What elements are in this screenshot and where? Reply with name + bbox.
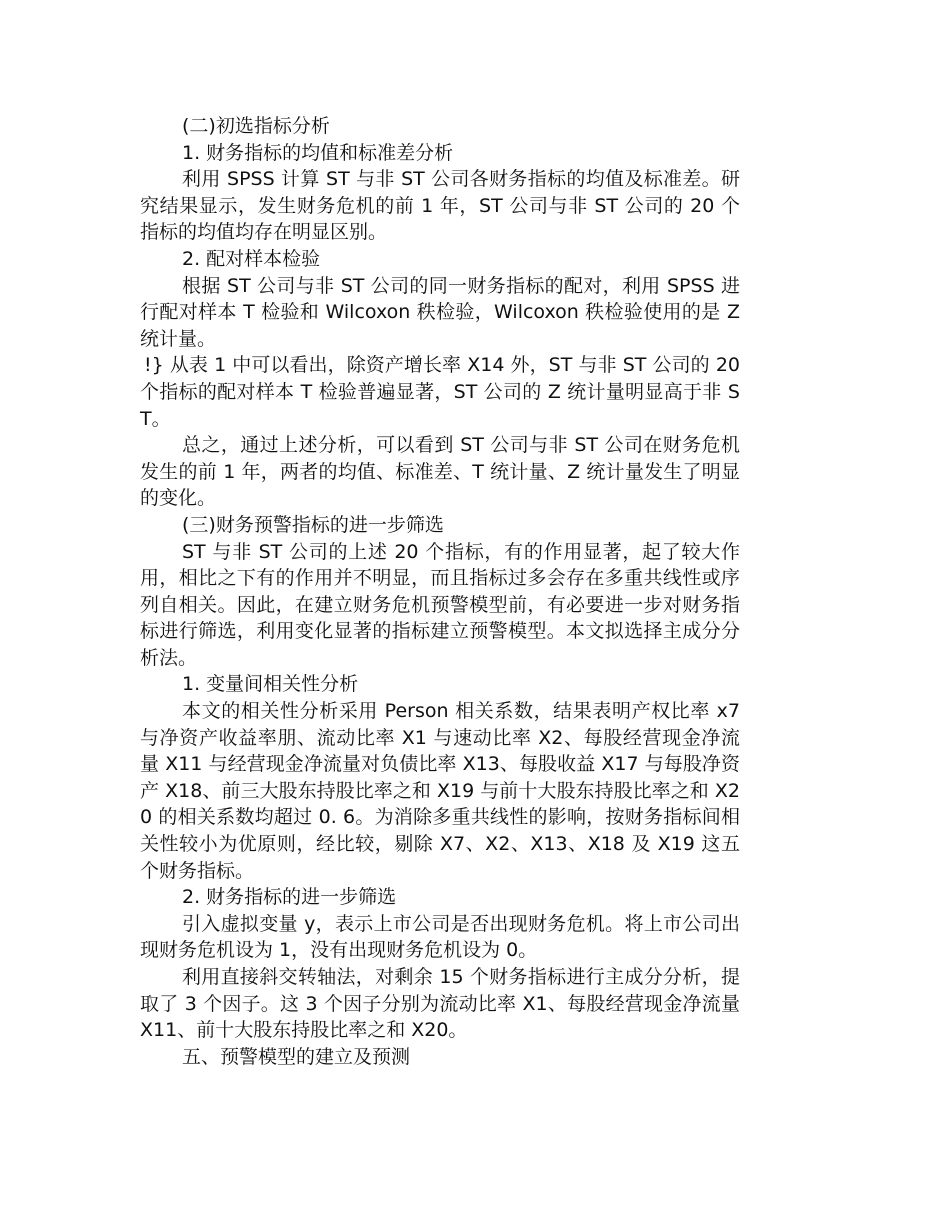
section-heading-model-building: 五、预警模型的建立及预测 xyxy=(182,1045,411,1068)
document-body xyxy=(140,113,740,1070)
paragraph-screening-rationale: ST 与非 ST 公司的上述 20 个指标，有的作用显著，起了较大作用，相比之下有的作用并不明显，而且指标过多会存在多重共线性或序列自相关。因此，在建立财务危机预警模型前，有必要进一步对财务指标进行筛选，利用变化显著的指标建立预警模型。本文拟选择主成分分析法。 xyxy=(140,540,740,669)
subheading-correlation-analysis: 1. 变量间相关性分析 xyxy=(182,673,359,696)
paragraph-table1-results: !} 从表 1 中可以看出，除资产增长率 X14 外，ST 与非 ST 公司的 20 个指标的配对样本 T 检验普遍显著，ST 公司的 Z 统计量明显高于非 ST。 xyxy=(140,354,740,430)
paragraph-summary: 总之，通过上述分析，可以看到 ST 公司与非 ST 公司在财务危机发生的前 1 年，两者的均值、标准差、T 统计量、Z 统计量发生了明显的变化。 xyxy=(140,434,740,510)
paragraph-spss-mean-std: 利用 SPSS 计算 ST 与非 ST 公司各财务指标的均值及标准差。研究结果显示，发生财务危机的前 1 年，ST 公司与非 ST 公司的 20 个指标的均值均存在明显区别。 xyxy=(140,168,740,244)
paragraph-correlation-results: 本文的相关性分析采用 Person 相关系数，结果表明产权比率 x7 与净资产收益率朋、流动比率 X1 与速动比率 X2、每股经营现金净流量 X11 与经营现金净流量对负债比率 X13、每股收益 X17 与每股净资产 X18、前三大股东持股比率之和 X19 与前十大股东持股比率之和 X20 的相关系数均超过 0. 6。为消除多重共线性的影响，按财务指标间相关性较小为优原则，经比较，剔除 X7、X2、X13、X18 及 X19 这五个财务指标。 xyxy=(140,700,740,882)
subheading-further-screening: 2. 财务指标的进一步筛选 xyxy=(182,886,397,909)
subheading-mean-std-analysis: 1. 财务指标的均值和标准差分析 xyxy=(182,141,454,164)
section-heading-further-screening: (三)财务预警指标的进一步筛选 xyxy=(182,513,444,536)
paragraph-principal-component: 利用直接斜交转轴法，对剩余 15 个财务指标进行主成分分析，提取了 3 个因子。这 3 个因子分别为流动比率 X1、每股经营现金净流量 X11、前十大股东持股比率之和 X20。 xyxy=(140,966,740,1042)
section-heading-initial-indicator-analysis: (二)初选指标分析 xyxy=(182,115,330,137)
paragraph-dummy-variable: 引入虚拟变量 y，表示上市公司是否出现财务危机。将上市公司出现财务危机设为 1，没有出现财务危机设为 0。 xyxy=(140,912,740,962)
subheading-paired-sample-test: 2. 配对样本检验 xyxy=(182,247,321,270)
paragraph-paired-test-method: 根据 ST 公司与非 ST 公司的同一财务指标的配对，利用 SPSS 进行配对样本 T 检验和 Wilcoxon 秩检验，Wilcoxon 秩检验使用的是 Z 统计量。 xyxy=(140,274,740,350)
